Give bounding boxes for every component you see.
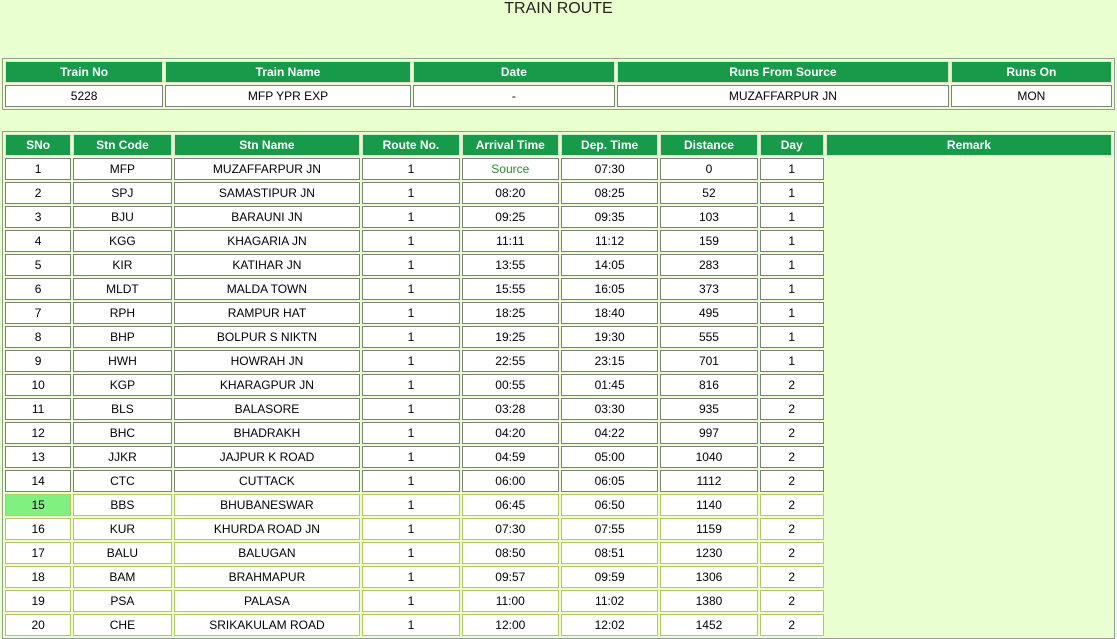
train-info-table [2,58,1115,110]
cell-arrival-time: 13:55 [462,254,559,276]
cell-distance: 1230 [660,542,757,564]
cell-remark [826,158,1112,180]
cell-stn-code: CHE [73,614,171,636]
column-header-stn-code: Stn Code [73,134,171,156]
cell-sno: 17 [5,542,71,564]
table-row [5,206,1112,228]
cell-distance: 373 [660,278,757,300]
cell-stn-name: KHARAGPUR JN [174,374,361,396]
cell-distance: 555 [660,326,757,348]
cell-dep-time: 07:55 [561,518,658,540]
cell-route-no: 1 [362,590,459,612]
cell-route-no: 1 [362,566,459,588]
cell-dep-time: 23:15 [561,350,658,372]
value-runs-on: MON [951,85,1112,107]
cell-stn-code: BHC [73,422,171,444]
cell-remark [826,350,1112,372]
cell-arrival-time: 06:00 [462,470,559,492]
column-header-distance: Distance [660,134,757,156]
cell-day: 2 [760,566,824,588]
table-row [5,350,1112,372]
cell-stn-code: BJU [73,206,171,228]
cell-remark [826,230,1112,252]
cell-distance: 0 [660,158,757,180]
cell-distance: 283 [660,254,757,276]
value-date: - [413,85,615,107]
cell-route-no: 1 [362,206,459,228]
cell-arrival-time: 19:25 [462,326,559,348]
cell-remark [826,374,1112,396]
cell-arrival-time: 11:00 [462,590,559,612]
column-header-arrival-time: Arrival Time [462,134,559,156]
cell-sno: 15 [5,494,71,516]
route-table [2,131,1115,639]
cell-sno: 4 [5,230,71,252]
column-header-sno: SNo [5,134,71,156]
cell-stn-name: SAMASTIPUR JN [174,182,361,204]
cell-distance: 1140 [660,494,757,516]
header-runs-on: Runs On [951,61,1112,83]
cell-dep-time: 09:35 [561,206,658,228]
column-header-route-no: Route No. [362,134,459,156]
cell-remark [826,206,1112,228]
cell-remark [826,254,1112,276]
column-header-stn-name: Stn Name [174,134,361,156]
cell-sno: 2 [5,182,71,204]
cell-stn-code: HWH [73,350,171,372]
cell-stn-name: MALDA TOWN [174,278,361,300]
cell-remark [826,422,1112,444]
cell-arrival-time: 04:59 [462,446,559,468]
cell-stn-name: SRIKAKULAM ROAD [174,614,361,636]
cell-route-no: 1 [362,254,459,276]
cell-remark [826,518,1112,540]
cell-stn-code: PSA [73,590,171,612]
cell-remark [826,182,1112,204]
table-row [5,470,1112,492]
cell-dep-time: 11:02 [561,590,658,612]
cell-stn-code: KUR [73,518,171,540]
cell-route-no: 1 [362,182,459,204]
cell-day: 2 [760,446,824,468]
cell-distance: 1306 [660,566,757,588]
cell-dep-time: 08:25 [561,182,658,204]
cell-stn-name: KHAGARIA JN [174,230,361,252]
cell-stn-code: BLS [73,398,171,420]
cell-dep-time: 11:12 [561,230,658,252]
cell-distance: 997 [660,422,757,444]
cell-remark [826,614,1112,636]
cell-sno: 14 [5,470,71,492]
cell-arrival-time: 08:50 [462,542,559,564]
cell-stn-name: BHADRAKH [174,422,361,444]
table-row [5,494,1112,516]
cell-remark [826,566,1112,588]
cell-day: 1 [760,326,824,348]
cell-stn-code: CTC [73,470,171,492]
table-row [5,398,1112,420]
cell-sno: 7 [5,302,71,324]
header-train-name: Train Name [165,61,410,83]
table-row [5,374,1112,396]
cell-day: 2 [760,542,824,564]
cell-stn-name: BARAUNI JN [174,206,361,228]
cell-day: 1 [760,278,824,300]
cell-distance: 159 [660,230,757,252]
cell-day: 2 [760,398,824,420]
cell-distance: 495 [660,302,757,324]
column-header-day: Day [760,134,824,156]
cell-stn-name: MUZAFFARPUR JN [174,158,361,180]
cell-arrival-time: 09:57 [462,566,559,588]
cell-stn-name: CUTTACK [174,470,361,492]
cell-distance: 1112 [660,470,757,492]
cell-stn-name: PALASA [174,590,361,612]
column-header-remark: Remark [826,134,1112,156]
cell-route-no: 1 [362,494,459,516]
cell-stn-name: BALUGAN [174,542,361,564]
cell-stn-code: KGP [73,374,171,396]
value-train-name: MFP YPR EXP [165,85,410,107]
header-runs-from-source: Runs From Source [617,61,949,83]
cell-route-no: 1 [362,326,459,348]
cell-arrival-time: 08:20 [462,182,559,204]
cell-dep-time: 16:05 [561,278,658,300]
cell-dep-time: 06:05 [561,470,658,492]
cell-stn-name: KATIHAR JN [174,254,361,276]
cell-sno: 20 [5,614,71,636]
cell-sno: 8 [5,326,71,348]
table-row [5,518,1112,540]
cell-distance: 1380 [660,590,757,612]
cell-stn-name: BALASORE [174,398,361,420]
cell-stn-name: BRAHMAPUR [174,566,361,588]
cell-day: 2 [760,518,824,540]
table-row [5,590,1112,612]
cell-distance: 1040 [660,446,757,468]
cell-sno: 5 [5,254,71,276]
cell-sno: 16 [5,518,71,540]
cell-sno: 3 [5,206,71,228]
cell-arrival-time: 07:30 [462,518,559,540]
cell-sno: 13 [5,446,71,468]
cell-arrival-time: 15:55 [462,278,559,300]
cell-stn-name: BHUBANESWAR [174,494,361,516]
cell-day: 1 [760,254,824,276]
cell-sno: 9 [5,350,71,372]
cell-arrival-time: 03:28 [462,398,559,420]
cell-day: 2 [760,494,824,516]
cell-dep-time: 14:05 [561,254,658,276]
cell-route-no: 1 [362,614,459,636]
cell-route-no: 1 [362,470,459,492]
cell-stn-code: RPH [73,302,171,324]
cell-route-no: 1 [362,446,459,468]
cell-day: 1 [760,182,824,204]
cell-day: 2 [760,614,824,636]
cell-dep-time: 18:40 [561,302,658,324]
cell-stn-code: KGG [73,230,171,252]
cell-arrival-time: 04:20 [462,422,559,444]
cell-distance: 935 [660,398,757,420]
cell-route-no: 1 [362,230,459,252]
cell-distance: 52 [660,182,757,204]
cell-remark [826,398,1112,420]
cell-arrival-time: 18:25 [462,302,559,324]
cell-remark [826,446,1112,468]
value-train-no: 5228 [5,85,163,107]
cell-dep-time: 07:30 [561,158,658,180]
cell-stn-code: KIR [73,254,171,276]
cell-day: 2 [760,470,824,492]
value-runs-from-source: MUZAFFARPUR JN [617,85,949,107]
cell-day: 1 [760,350,824,372]
cell-remark [826,470,1112,492]
cell-route-no: 1 [362,302,459,324]
cell-arrival-time: 12:00 [462,614,559,636]
cell-sno: 6 [5,278,71,300]
cell-stn-code: JJKR [73,446,171,468]
cell-sno: 18 [5,566,71,588]
cell-arrival-time: 11:11 [462,230,559,252]
cell-remark [826,326,1112,348]
cell-day: 2 [760,374,824,396]
table-row [5,302,1112,324]
cell-dep-time: 09:59 [561,566,658,588]
cell-distance: 701 [660,350,757,372]
cell-route-no: 1 [362,158,459,180]
cell-arrival-time: 22:55 [462,350,559,372]
cell-sno: 11 [5,398,71,420]
cell-remark [826,302,1112,324]
cell-dep-time: 01:45 [561,374,658,396]
header-train-no: Train No [5,61,163,83]
cell-sno: 10 [5,374,71,396]
cell-dep-time: 06:50 [561,494,658,516]
header-date: Date [413,61,615,83]
cell-stn-name: KHURDA ROAD JN [174,518,361,540]
cell-dep-time: 08:51 [561,542,658,564]
cell-day: 2 [760,422,824,444]
table-row [5,254,1112,276]
cell-dep-time: 05:00 [561,446,658,468]
column-header-dep-time: Dep. Time [561,134,658,156]
cell-arrival-time: Source [462,158,559,180]
cell-day: 1 [760,302,824,324]
cell-remark [826,494,1112,516]
cell-stn-code: MLDT [73,278,171,300]
table-row [5,422,1112,444]
cell-stn-code: SPJ [73,182,171,204]
table-row [5,614,1112,636]
cell-route-no: 1 [362,374,459,396]
cell-route-no: 1 [362,278,459,300]
table-row [5,230,1112,252]
cell-dep-time: 03:30 [561,398,658,420]
table-row [5,158,1112,180]
cell-dep-time: 04:22 [561,422,658,444]
cell-route-no: 1 [362,398,459,420]
cell-day: 2 [760,590,824,612]
table-row [5,182,1112,204]
cell-remark [826,542,1112,564]
cell-stn-name: HOWRAH JN [174,350,361,372]
cell-remark [826,278,1112,300]
cell-route-no: 1 [362,422,459,444]
cell-day: 1 [760,158,824,180]
table-row [5,566,1112,588]
table-row [5,446,1112,468]
page-title: TRAIN ROUTE [504,0,613,17]
cell-arrival-time: 00:55 [462,374,559,396]
table-row [5,326,1112,348]
cell-day: 1 [760,206,824,228]
cell-dep-time: 19:30 [561,326,658,348]
cell-stn-name: JAJPUR K ROAD [174,446,361,468]
cell-stn-code: BBS [73,494,171,516]
cell-distance: 816 [660,374,757,396]
cell-arrival-time: 06:45 [462,494,559,516]
cell-stn-code: BALU [73,542,171,564]
cell-route-no: 1 [362,518,459,540]
cell-day: 1 [760,230,824,252]
cell-distance: 1159 [660,518,757,540]
table-row [5,542,1112,564]
cell-dep-time: 12:02 [561,614,658,636]
cell-stn-code: BAM [73,566,171,588]
cell-stn-code: MFP [73,158,171,180]
cell-stn-name: RAMPUR HAT [174,302,361,324]
cell-route-no: 1 [362,350,459,372]
cell-arrival-time: 09:25 [462,206,559,228]
cell-stn-code: BHP [73,326,171,348]
cell-sno: 1 [5,158,71,180]
cell-distance: 1452 [660,614,757,636]
cell-sno: 19 [5,590,71,612]
cell-route-no: 1 [362,542,459,564]
table-row [5,278,1112,300]
cell-distance: 103 [660,206,757,228]
cell-stn-name: BOLPUR S NIKTN [174,326,361,348]
cell-sno: 12 [5,422,71,444]
cell-remark [826,590,1112,612]
